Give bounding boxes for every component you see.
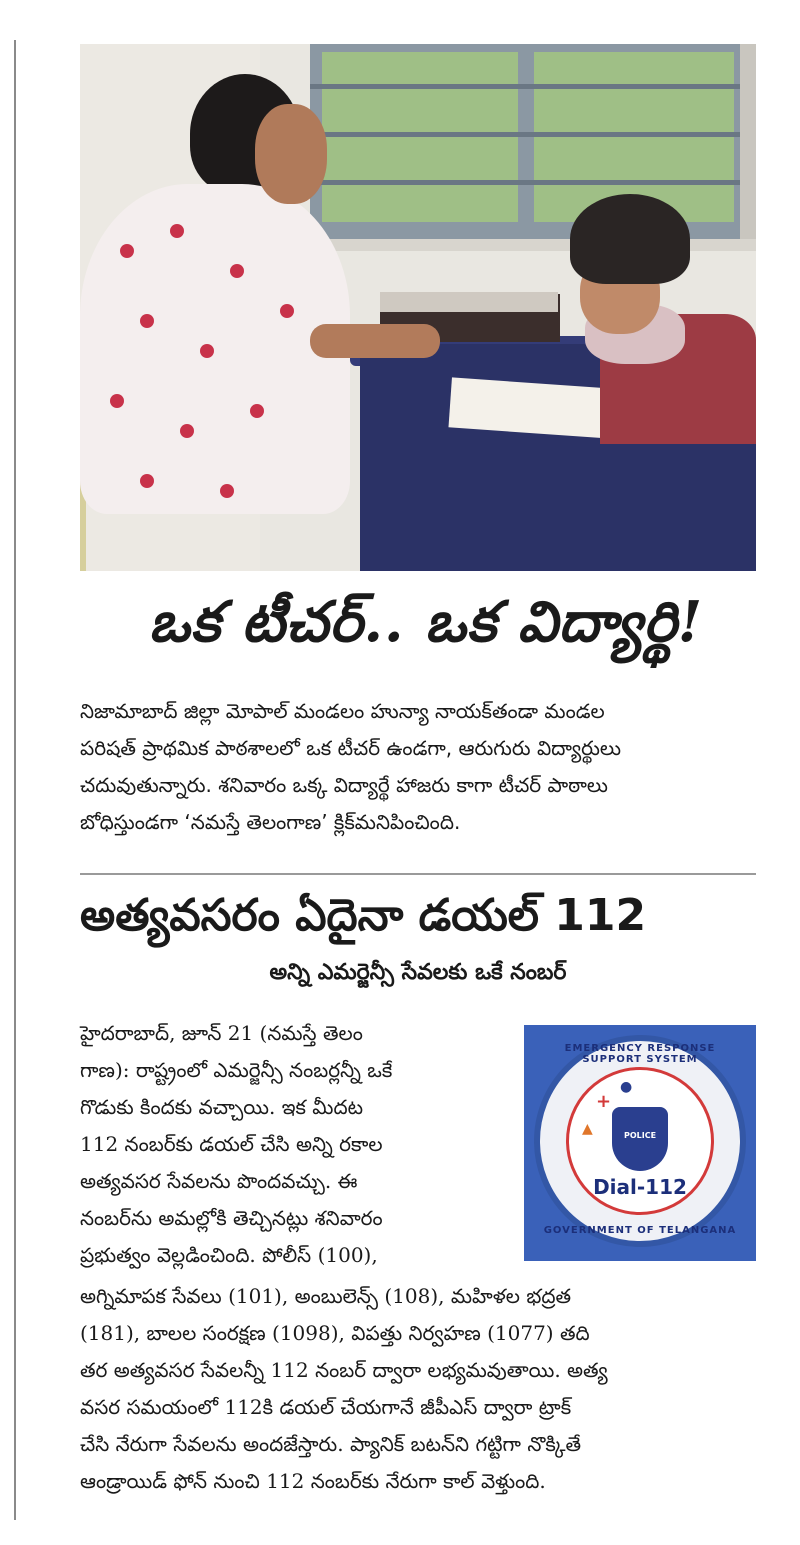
caption-line: పరిషత్ ప్రాథమిక పాఠశాలలో ఒక టీచర్ ఉండగా, ఆరుగురు విద్యార్థులు: [80, 736, 622, 760]
logo-top-arc-text: EMERGENCY RESPONSE SUPPORT SYSTEM: [564, 1043, 716, 1065]
window-bar: [310, 132, 750, 137]
logo-bottom-arc-text: GOVERNMENT OF TELANGANA: [543, 1225, 737, 1236]
badge-text: POLICE: [623, 1131, 657, 1140]
column-rule: [14, 40, 16, 1520]
news-photo: [80, 44, 756, 571]
book-stack-top: [380, 292, 558, 312]
body-line: (181), బాలల సంరక్షణ (1098), విపత్తు నిర్వహణ (1077) తది: [80, 1321, 590, 1345]
body-line: చేసి నేరుగా సేవలను అందజేస్తారు. ప్యానిక్ బటన్‌ని గట్టిగా నొక్కితే: [80, 1432, 582, 1456]
body-line: నంబర్‌ను అమల్లోకి తెచ్చినట్లు శనివారం: [80, 1206, 383, 1230]
headline-teacher-student: ఒక టీచర్.. ఒక విద్యార్థి!: [148, 589, 704, 655]
dress-flower: [220, 484, 234, 498]
body-line: హైదరాబాద్, జూన్ 21 (నమస్తే తెలం: [80, 1021, 363, 1045]
dress-flower: [230, 264, 244, 278]
body-line: ప్రభుత్వం వెల్లడించింది. పోలీస్ (100),: [80, 1243, 378, 1267]
logo-label: Dial-112: [593, 1175, 687, 1199]
article-body-narrow: [80, 1015, 510, 1274]
window: [310, 44, 750, 239]
student-hair: [570, 194, 690, 284]
body-line: తర అత్యవసర సేవలన్నీ 112 నంబర్ ద్వారా లభ్యమవుతాయి. అత్య: [80, 1358, 608, 1382]
body-line: గాణ): రాష్ట్రంలో ఎమర్జెన్సీ నంబర్లన్నీ ఒకే: [80, 1058, 393, 1082]
police-badge-icon: [612, 1107, 668, 1171]
teacher-arm: [310, 324, 440, 358]
caption-line: బోధిస్తుండగా ‘నమస్తే తెలంగాణ’ క్లిక్‌మనిపించింది.: [80, 810, 461, 834]
fire-icon: ▲: [582, 1121, 593, 1137]
dress-flower: [140, 314, 154, 328]
story-divider: [80, 873, 756, 875]
article-body-wide: [80, 1278, 756, 1500]
window-shutter: [740, 44, 756, 244]
dress-flower: [140, 474, 154, 488]
window-bar: [310, 84, 750, 89]
caption-line: చదువుతున్నారు. శనివారం ఒక్క విద్యార్థే హాజరు కాగా టీచర్ పాఠాలు: [80, 773, 608, 797]
medical-cross-icon: +: [596, 1091, 612, 1112]
dress-flower: [280, 304, 294, 318]
dial-112-logo: [524, 1025, 756, 1261]
body-line: ఆండ్రాయిడ్ ఫోన్ నుంచి 112 నంబర్‌కు నేరుగా కాల్ వెళ్తుంది.: [80, 1469, 546, 1493]
dress-flower: [170, 224, 184, 238]
photo-caption: [80, 693, 756, 841]
body-line: గొడుకు కిందకు వచ్చాయి. ఇక మీదట: [80, 1095, 364, 1119]
dress-flower: [180, 424, 194, 438]
teacher-face: [255, 104, 327, 204]
window-bar: [310, 180, 750, 185]
body-line: 112 నంబర్‌కు డయల్ చేసి అన్ని రకాల: [80, 1132, 383, 1156]
caption-line: నిజామాబాద్ జిల్లా మోపాల్ మండలం హున్యా నాయక్‌తండా మండల: [80, 699, 605, 723]
dress-flower: [250, 404, 264, 418]
dress-flower: [200, 344, 214, 358]
body-line: అగ్నిమాపక సేవలు (101), అంబులెన్స్ (108), మహిళల భద్రత: [80, 1284, 571, 1308]
person-icon: ●: [620, 1079, 633, 1095]
subheadline: అన్ని ఎమర్జెన్సీ సేవలకు ఒకే నంబర్: [269, 960, 567, 985]
teacher-figure: [80, 184, 350, 514]
dress-flower: [110, 394, 124, 408]
body-line: అత్యవసర సేవలను పొందవచ్చు. ఈ: [80, 1169, 358, 1193]
headline-dial-112: అత్యవసరం ఏదైనా డయల్ 112: [80, 890, 647, 941]
dress-flower: [120, 244, 134, 258]
body-line: వసర సమయంలో 112కి డయల్ చేయగానే జీపీఎస్ ద్వారా ట్రాక్: [80, 1395, 572, 1419]
window-pane: [322, 52, 518, 222]
